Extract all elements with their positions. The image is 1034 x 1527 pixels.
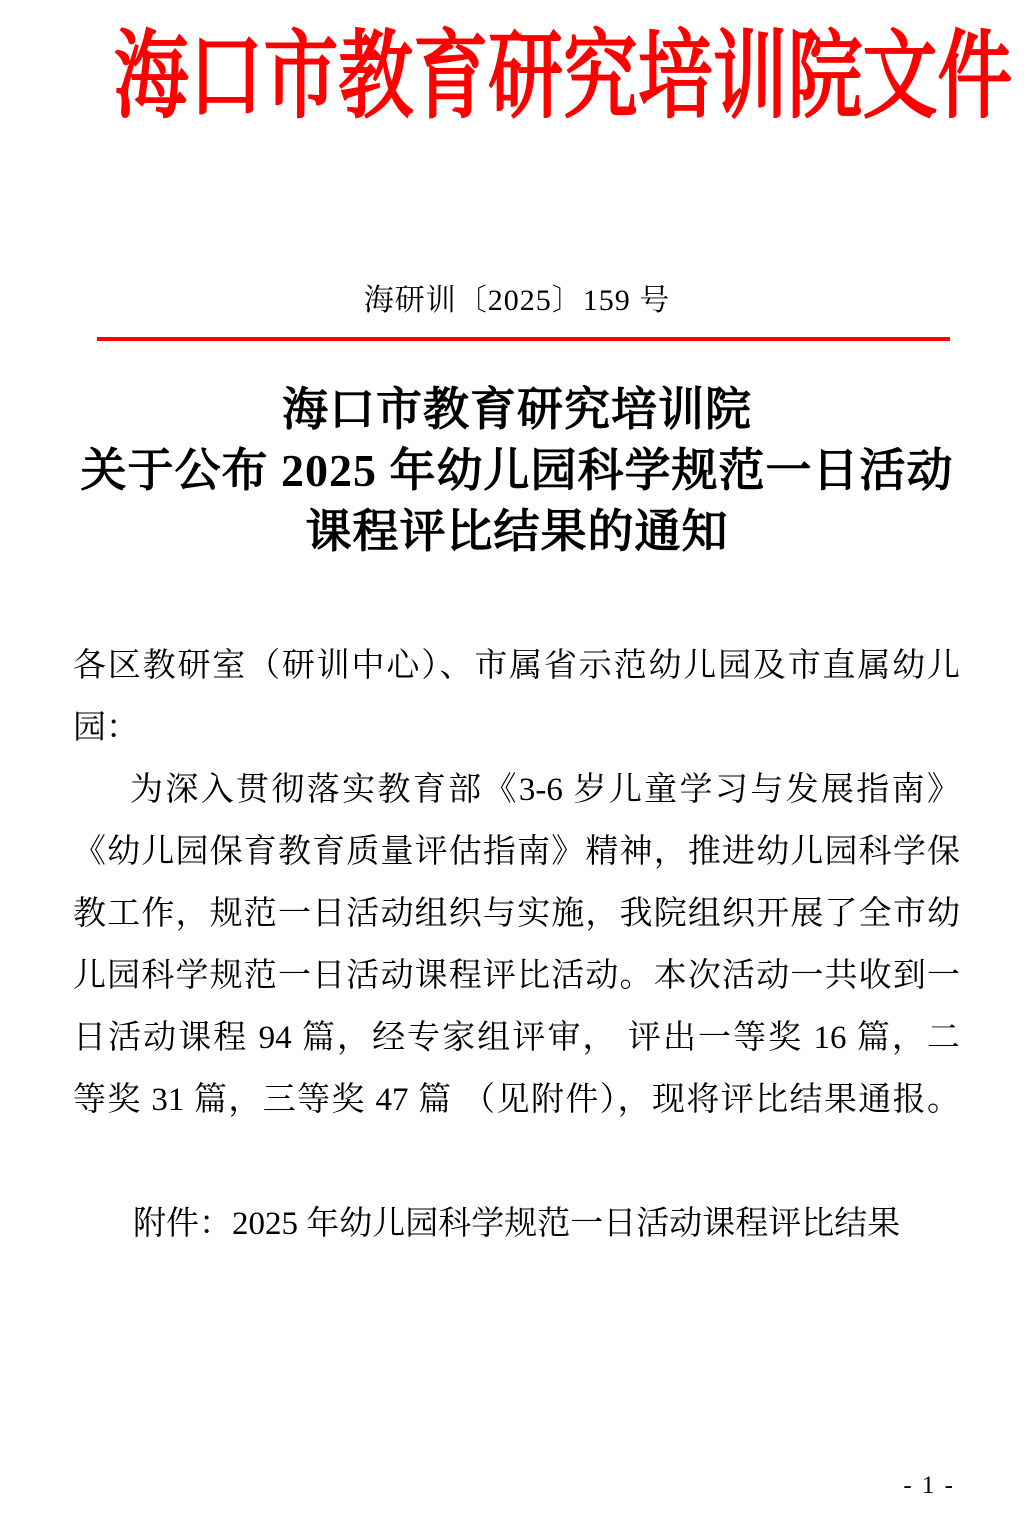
body-line-paragraph: 《幼儿园保育教育质量评估指南》精神，推进幼儿园科学保 [73, 834, 960, 870]
attachment-line: 附件：2025 年幼儿园科学规范一日活动课程评比结果 [133, 1206, 901, 1242]
document-body [73, 635, 960, 1255]
body-line-salutation: 各区教研室（研训中心）、市属省示范幼儿园及市直属幼儿 [73, 648, 960, 684]
document-number: 海研训〔2025〕159 号 [363, 284, 671, 317]
body-line-paragraph: 儿园科学规范一日活动课程评比活动。本次活动一共收到一 [73, 958, 960, 994]
blank-line [73, 1131, 960, 1193]
body-line-paragraph: 为深入贯彻落实教育部《3-6 岁儿童学习与发展指南》 [130, 772, 960, 808]
body-line-paragraph: 日活动课程 94 篇，经专家组评审， 评出一等奖 16 篇，二 [73, 1020, 960, 1056]
document-title [0, 379, 1034, 562]
red-divider-line [97, 337, 950, 341]
title-line-1: 海口市教育研究培训院 [282, 384, 752, 435]
title-line-2: 关于公布 2025 年幼儿园科学规范一日活动 [80, 445, 954, 496]
body-line-paragraph: 等奖 31 篇，三等奖 47 篇 （见附件），现将评比结果通报。 [73, 1082, 960, 1118]
title-line-3: 课程评比结果的通知 [305, 506, 729, 557]
red-header-banner: 海口市教育研究培训院文件 [113, 23, 1013, 130]
body-line-paragraph: 教工作，规范一日活动组织与实施，我院组织开展了全市幼 [73, 896, 960, 932]
page-number: - 1 - [903, 1472, 955, 1499]
body-line-salutation-end: 园： [73, 710, 139, 746]
